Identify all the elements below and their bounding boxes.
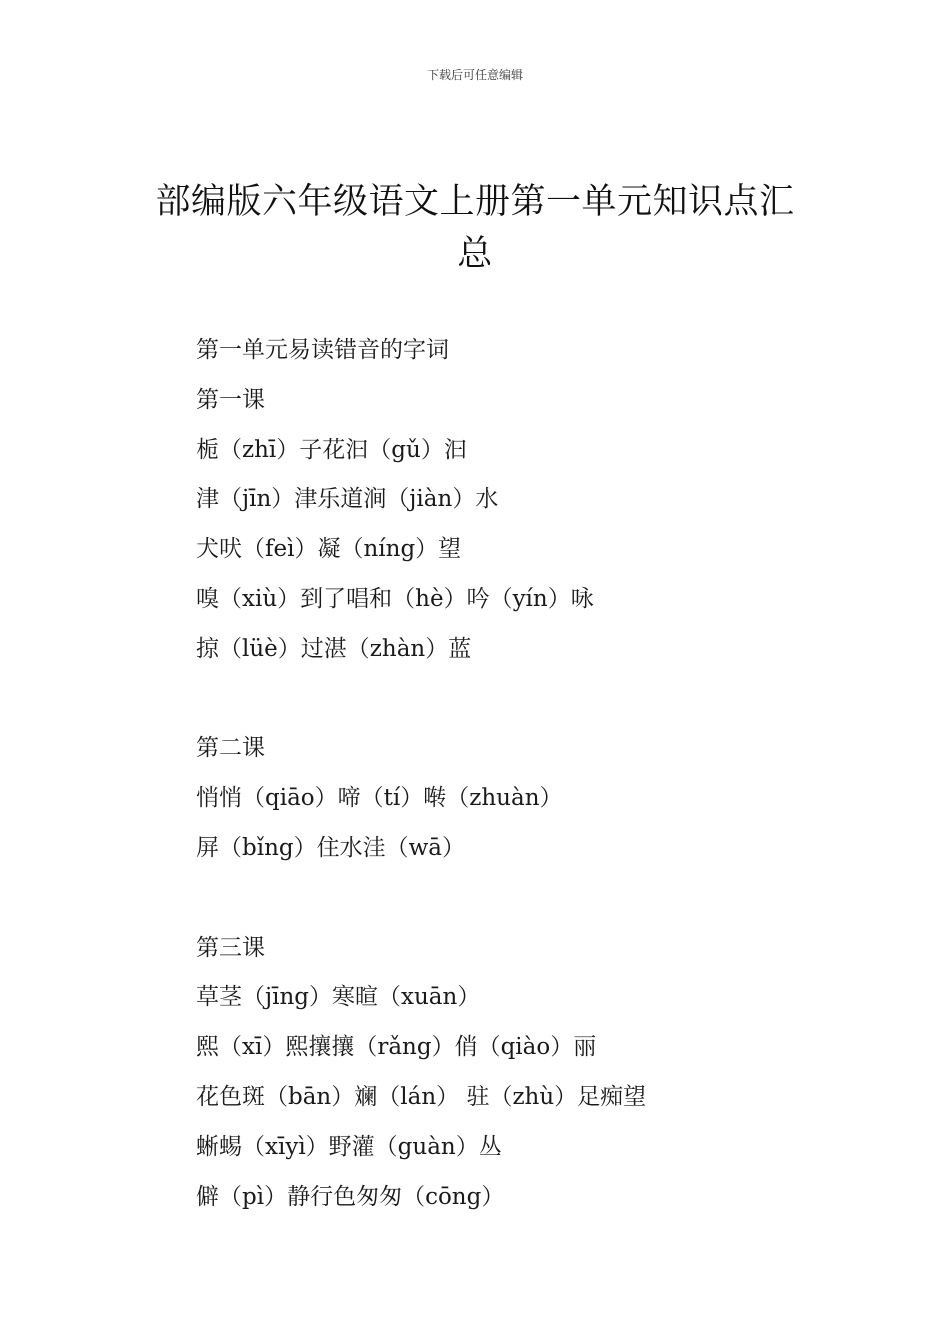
vocab-line: 熙（xī）熙攘攘（rǎng）俏（qiào）丽 <box>196 1034 597 1061</box>
vocab-line: 花色斑（bān）斓（lán） 驻（zhù）足痴望 <box>196 1083 647 1110</box>
section-heading: 第一单元易读错音的字词 <box>196 337 449 363</box>
vocab-line: 蜥蜴（xīyì）野灌（guàn）丛 <box>196 1133 502 1160</box>
vocab-line: 犬吠（feì）凝（níng）望 <box>196 536 462 563</box>
blank-line <box>196 874 816 924</box>
document-title: 部编版六年级语文上册第一单元知识点汇总 <box>155 182 795 274</box>
vocab-line: 悄悄（qiāo）啼（tí）啭（zhuàn） <box>196 785 563 812</box>
page-header: 下载后可任意编辑 <box>426 68 523 82</box>
lesson-heading: 第二课 <box>196 735 265 762</box>
lesson-heading: 第三课 <box>196 934 265 961</box>
vocab-line: 掠（lüè）过湛（zhàn）蓝 <box>196 635 472 662</box>
document-body <box>196 326 816 1222</box>
lesson-heading: 第一课 <box>196 386 265 413</box>
vocab-line: 草茎（jīng）寒暄（xuān） <box>196 984 481 1011</box>
vocab-line: 栀（zhī）子花汩（gǔ）汩 <box>196 436 467 463</box>
vocab-line: 屏（bǐng）住水洼（wā） <box>196 834 466 861</box>
vocab-line: 津（jīn）津乐道涧（jiàn）水 <box>196 486 499 513</box>
blank-line <box>196 675 816 725</box>
vocab-line: 僻（pì）静行色匆匆（cōng） <box>196 1183 505 1210</box>
vocab-line: 嗅（xiù）到了唱和（hè）吟（yín）咏 <box>196 585 594 612</box>
